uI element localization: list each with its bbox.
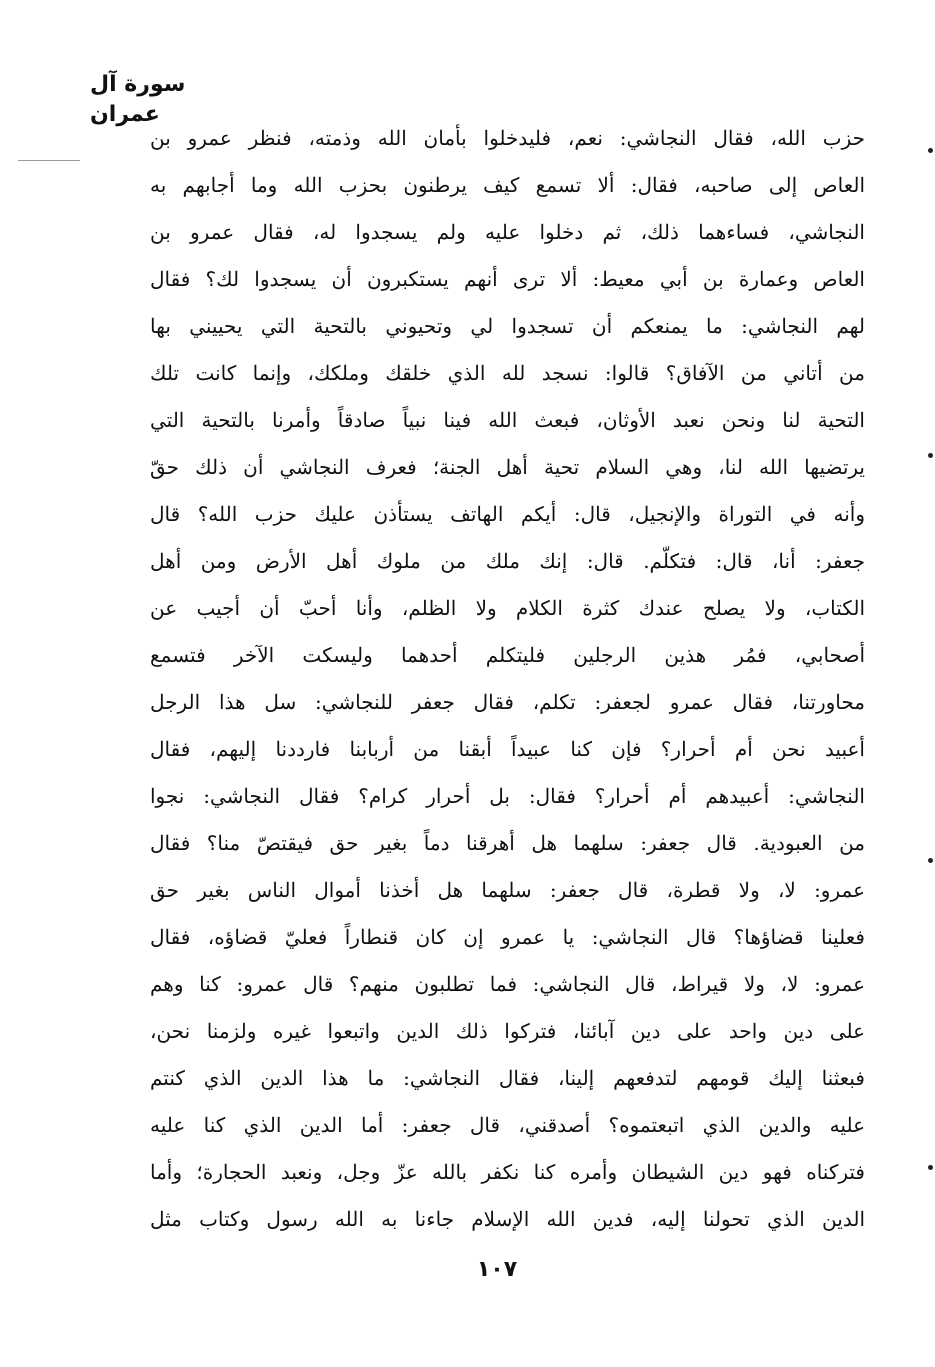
text-line: حزب الله، فقال النجاشي: نعم، فليدخلوا بأمان الله وذمته، فنظر عمرو بن [150,126,865,150]
text-line: النجاشي: أعبيدهم أم أحرار؟ فقال: بل أحرار كرام؟ فقال النجاشي: نجوا [150,784,865,808]
text-line: لهم النجاشي: ما يمنعكم أن تسجدوا لي وتحيوني بالتحية التي يحييني بها [150,314,865,338]
text-line: جعفر: أنا، قال: فتكلّم. قال: إنك ملك من ملوك أهل الأرض ومن أهل [150,549,865,573]
scan-speck [928,453,933,458]
text-line: وأنه في التوراة والإنجيل، قال: أيكم الهاتف يستأذن عليك حزب الله؟ قال [150,502,865,526]
running-header-surah-title: سورة آل عمران [90,72,186,127]
scan-speck [928,858,933,863]
text-line: عمرو: لا، ولا قطرة، قال جعفر: سلهما هل أخذنا أموال الناس بغير حق [150,878,865,902]
text-line: يرتضيها الله لنا، وهي السلام تحية أهل الجنة؛ فعرف النجاشي أن ذلك حقّ [150,455,865,479]
text-line: محاورتنا، فقال عمرو لجعفر: تكلم، فقال جعفر للنجاشي: سل هذا الرجل [150,690,865,714]
text-line: العاص إلى صاحبه، فقال: ألا تسمع كيف يرطنون بحزب الله وما أجابهم به [150,173,865,197]
text-line: أعبيد نحن أم أحرار؟ فإن كنا عبيداً أبقنا من أربابنا فارددنا إليهم، فقال [150,737,865,761]
text-line: أصحابي، فمُر هذين الرجلين فليتكلم أحدهما وليسكت الآخر فتسمع [150,643,865,667]
text-line: عليه والدين الذي اتبعتموه؟ أصدقني، قال جعفر: أما الدين الذي كنا عليه [150,1113,865,1137]
text-line: من أتاني من الآفاق؟ قالوا: نسجد لله الذي خلقك وملكك، وإنما كانت تلك [150,361,865,385]
text-line: من العبودية. قال جعفر: سلهما هل أهرقنا دماً بغير حق فيقتصّ منا؟ فقال [150,831,865,855]
text-line: عمرو: لا، ولا قيراط، قال النجاشي: فما تطلبون منهم؟ قال عمرو: كنا وهم [150,972,865,996]
scan-speck [928,1165,933,1170]
body-text [150,115,865,1243]
text-line: فتركناه فهو دين الشيطان وأمره كنا نكفر بالله عزّ وجل، ونعبد الحجارة؛ وأما [150,1160,865,1184]
text-line: النجاشي، فساءهما ذلك، ثم دخلوا عليه ولم يسجدوا له، فقال عمرو بن [150,220,865,244]
text-line: التحية لنا ونحن نعبد الأوثان، فبعث الله فينا نبياً صادقاً وأمرنا بالتحية التي [150,408,865,432]
scan-stroke [18,160,80,161]
text-line: على دين واحد على دين آبائنا، فتركوا ذلك الدين واتبعوا غيره ولزمنا نحن، [150,1019,865,1043]
text-line: الكتاب، ولا يصلح عندك كثرة الكلام ولا الظلم، وأنا أحبّ أن أجيب عن [150,596,865,620]
text-line: الدين الذي تحولنا إليه، فدين الله الإسلام جاءنا به الله رسول وكتاب مثل [150,1207,865,1231]
scan-speck [928,148,933,153]
text-line: العاص وعمارة بن أبي معيط: ألا ترى أنهم يستكبرون أن يسجدوا لك؟ فقال [150,267,865,291]
page-number: ١٠٧ [476,1257,518,1282]
text-line: فبعثنا إليك قومهم لتدفعهم إلينا، فقال النجاشي: ما هذا الدين الذي كنتم [150,1066,865,1090]
text-line: فعلينا قضاؤها؟ قال النجاشي: يا عمرو إن كان قنطاراً فعليّ قضاؤه، فقال [150,925,865,949]
